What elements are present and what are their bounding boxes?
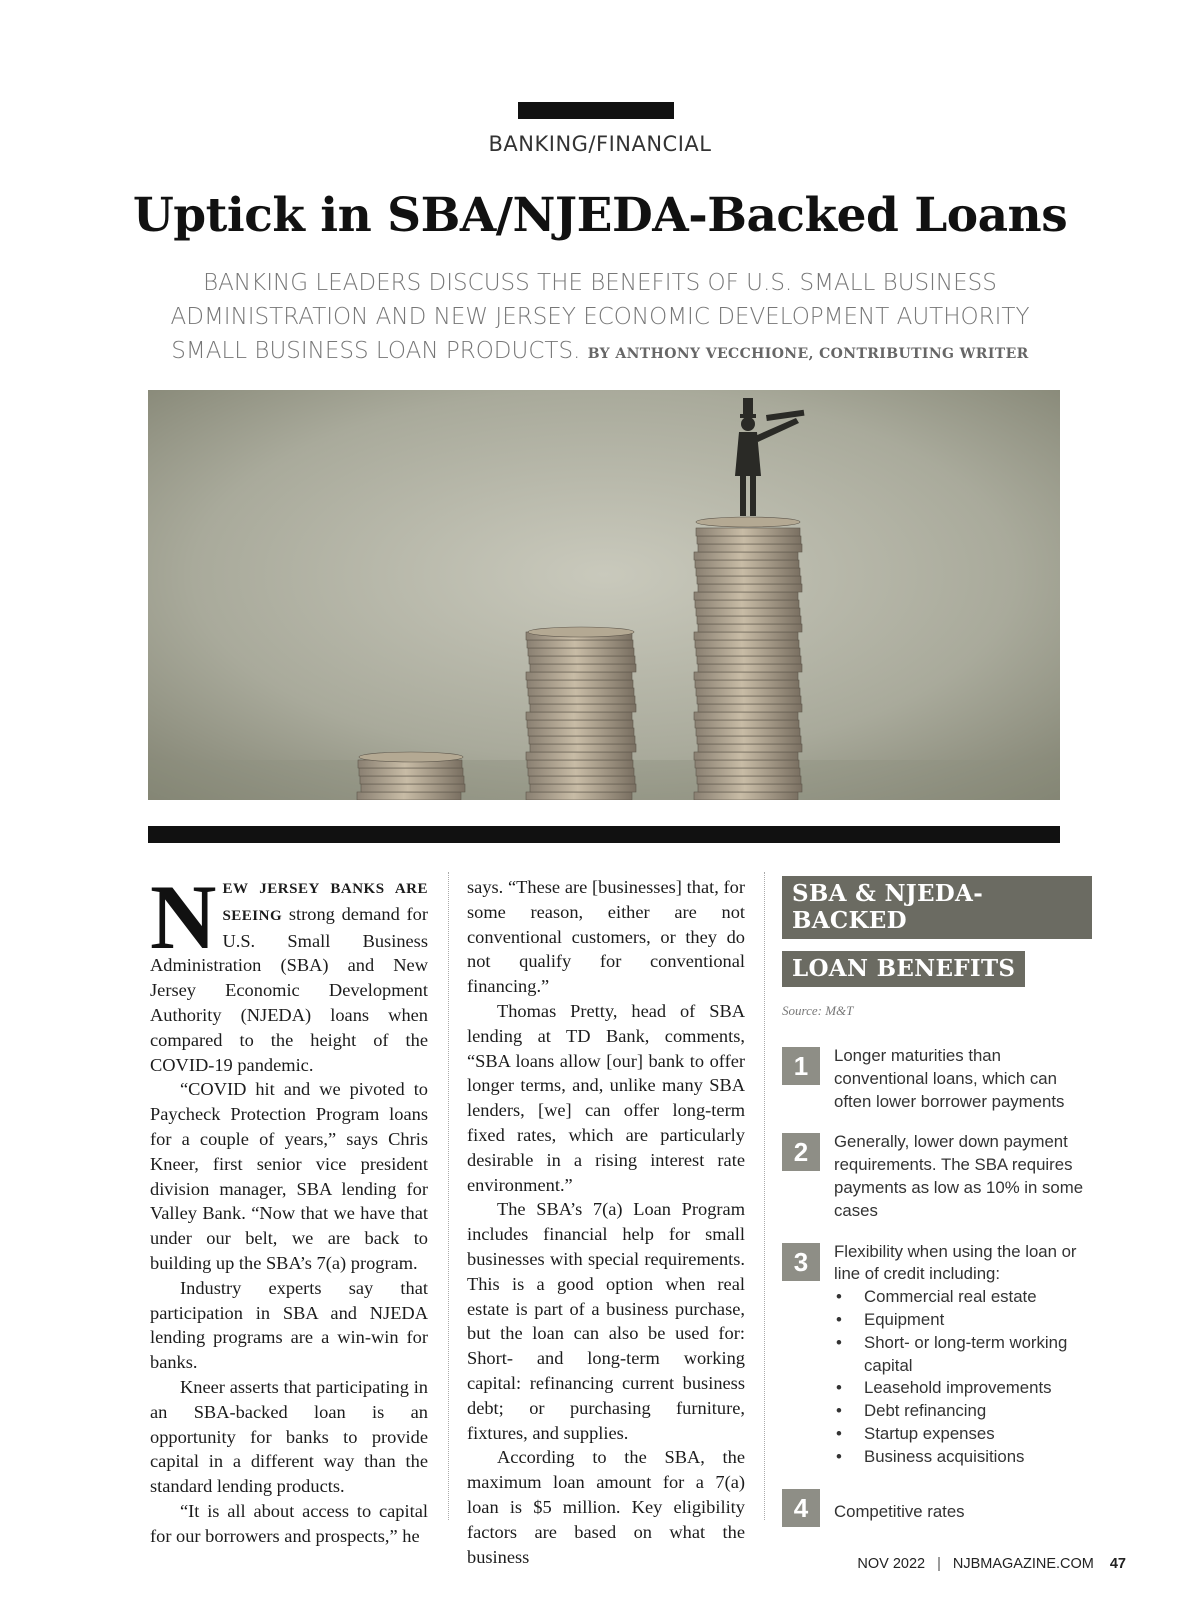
benefits-sidebar: [782, 876, 1092, 1545]
section-category: BANKING/FINANCIAL: [488, 132, 712, 156]
benefit-item: [782, 1487, 1092, 1527]
bullet-item: • Short- or long-term working capital: [834, 1332, 1092, 1378]
article-dek: [130, 266, 1070, 371]
benefit-text: Longer maturities than conventional loans, which can often lower borrower payments: [834, 1046, 1065, 1111]
benefit-number: 3: [782, 1243, 820, 1281]
bullet-item: • Debt refinancing: [834, 1400, 1092, 1423]
hero-illustration: [148, 390, 1060, 800]
article-title: Uptick in SBA/NJEDA-Backed Loans: [132, 188, 1068, 243]
issue-date: NOV 2022: [857, 1556, 926, 1572]
benefit-number: 1: [782, 1047, 820, 1085]
benefit-text: Competitive rates: [834, 1501, 965, 1521]
sidebar-source: Source: M&T: [782, 1003, 854, 1018]
lead-caps: EW JERSEY BANKS ARE SEEING: [222, 881, 428, 924]
page-number: 47: [1109, 1556, 1126, 1572]
column-divider: [764, 872, 765, 1520]
dek-text: BANKING LEADERS DISCUSS THE BENEFITS OF U.S. SMALL BUSINESS ADMINISTRATION AND NEW JERSEY ECONOMIC DEVELOPMENT AUTHORITY SMALL BUSINESS LOAN PRODUCTS.: [170, 270, 1030, 364]
benefit-number: 2: [782, 1133, 820, 1171]
article-column-1: [150, 866, 428, 1549]
paragraph: The SBA’s 7(a) Loan Program includes financial help for small businesses with special requirements. This is a good option when real estate is part of a business purchase, but the loan can also be used for: Short- and long-term working capital: refinancing current business debt; or purchasing furniture, fixtures, and supplies.: [467, 1199, 745, 1443]
benefit-item: [782, 1131, 1092, 1222]
website: NJBMAGAZINE.COM: [952, 1556, 1094, 1572]
bullet-item: • Business acquisitions: [834, 1446, 1092, 1469]
footer-separator: |: [937, 1556, 941, 1572]
benefit-item: [782, 1045, 1092, 1113]
column-divider: [448, 872, 449, 1520]
lead-paragraph: [150, 866, 428, 1077]
bullet-item: • Startup expenses: [834, 1423, 1092, 1446]
paragraph: “COVID hit and we pivoted to Paycheck Protection Program loans for a couple of years,” says Chris Kneer, first senior vice president division manager, SBA lending for Valley Bank. “Now that we have that under our belt, we are back to building up the SBA’s 7(a) program.: [150, 1079, 428, 1273]
top-rule: [518, 102, 674, 119]
paragraph: Industry experts say that participation in SBA and NJEDA lending programs are a win-win for banks.: [150, 1277, 428, 1373]
bullet-item: • Commercial real estate: [834, 1286, 1092, 1309]
paragraph: Kneer asserts that participating in an SBA-backed loan is an opportunity for banks to provide capital in a different way than the standard lending products.: [150, 1376, 428, 1497]
bullet-item: • Equipment: [834, 1309, 1092, 1332]
page-footer: [857, 1556, 1126, 1572]
benefit-text: Generally, lower down payment requirements. The SBA requires payments as low as 10% in some cases: [834, 1132, 1084, 1220]
paragraph: says. “These are [businesses] that, for some reason, either are not conventional customers, or they do not qualify for conventional financing.”: [467, 877, 745, 997]
bottom-rule: [148, 826, 1060, 843]
sidebar-heading-line-2: LOAN BENEFITS: [782, 951, 1025, 987]
paragraph: According to the SBA, the maximum loan amount for a 7(a) loan is $5 million. Key eligibility factors are based on what the business: [467, 1447, 745, 1567]
medium-coin-stack: [526, 627, 636, 800]
paragraph: “It is all about access to capital for our borrowers and prospects,” he: [150, 1500, 428, 1546]
tall-coin-stack: [694, 517, 802, 800]
coin-stacks-illustration: [148, 390, 1060, 800]
sidebar-heading-line-1: SBA & NJEDA-BACKED: [782, 876, 1092, 939]
byline: BY ANTHONY VECCHIONE, CONTRIBUTING WRITER: [587, 346, 1029, 362]
small-coin-stack: [357, 752, 465, 800]
article-column-2: [467, 875, 745, 1569]
paragraph-text: strong demand for U.S. Small Business Administration (SBA) and New Jersey Economic Development Authority (NJEDA) loans when compared to the height of the COVID-19 pandemic.: [150, 903, 428, 1075]
drop-cap: N: [150, 866, 217, 968]
benefit-text: Flexibility when using the loan or line of credit including:: [834, 1241, 1077, 1284]
paragraph: Thomas Pretty, head of SBA lending at TD Bank, comments, “SBA loans allow [our] bank to offer longer terms, and, unlike many SBA lenders, [we] can offer long-term fixed rates, which are particularly desirable in a rising interest rate environment.”: [467, 1000, 745, 1195]
benefit-number: 4: [782, 1489, 820, 1527]
benefit-item: [782, 1241, 1092, 1469]
bullet-item: • Leasehold improvements: [834, 1377, 1092, 1400]
benefit-bullet-list: [834, 1286, 1092, 1468]
